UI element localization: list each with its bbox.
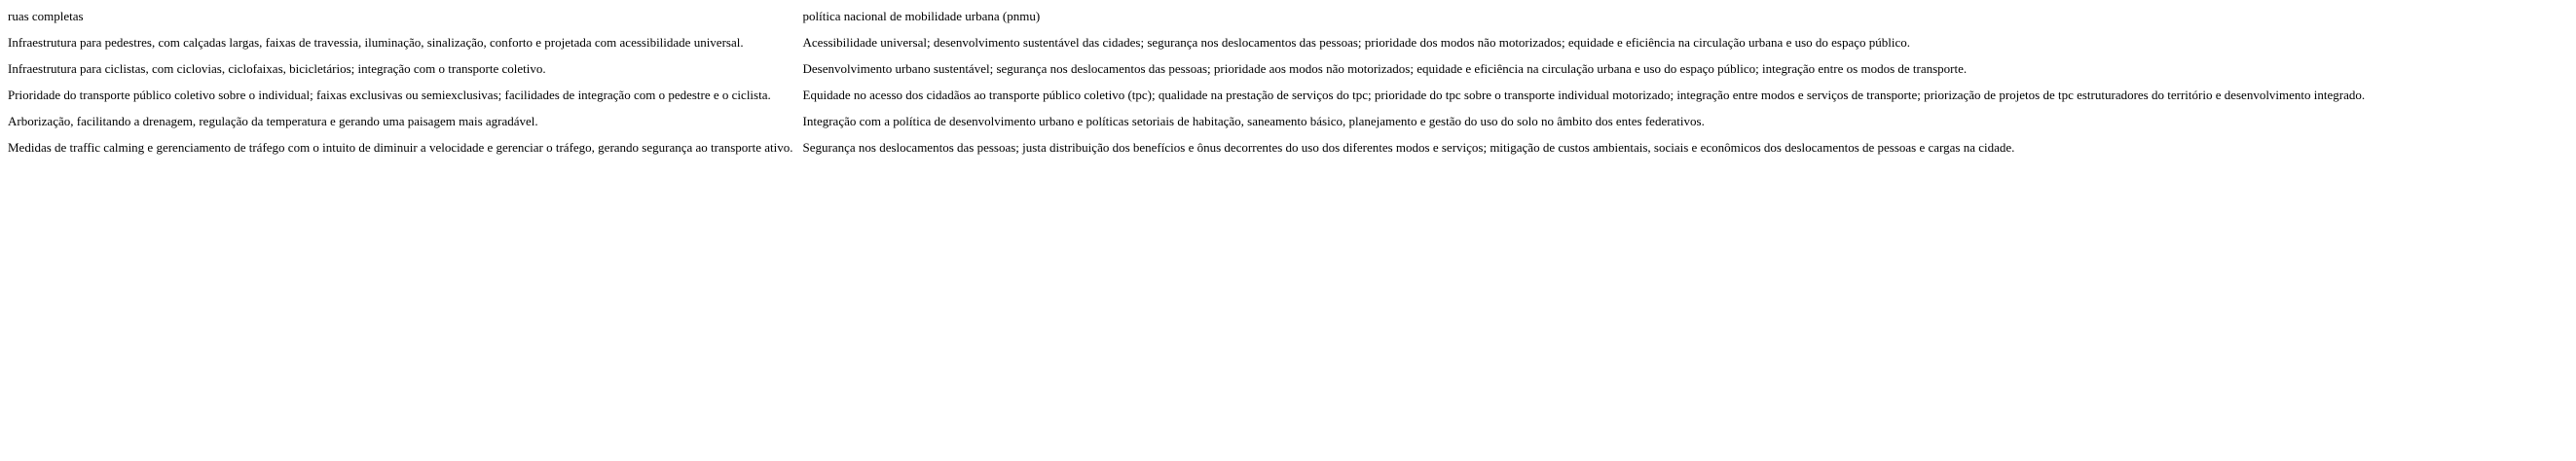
table-row xyxy=(6,114,2367,140)
table-cell-ruas-completas: Arborização, facilitando a drenagem, regulação da temperatura e gerando uma paisagem mais agradável. xyxy=(8,114,538,128)
table-cell-ruas-completas: Medidas de traffic calming e gerenciamento de tráfego com o intuito de diminuir a velocidade e gerenciar o tráfego, gerando segurança ao transporte ativo. xyxy=(8,140,793,155)
column-header-pnmu: política nacional de mobilidade urbana (pnmu) xyxy=(802,9,1041,23)
table-row xyxy=(6,88,2367,114)
table-row xyxy=(6,61,2367,88)
table-cell-pnmu: Equidade no acesso dos cidadãos ao transporte público coletivo (tpc); qualidade na prestação de serviços do tpc; prioridade do tpc sobre o transporte individual motorizado; integração entre modos e serviços de transporte; priorização de projetos de tpc estruturadores do território e desenvolvimento integrado. xyxy=(802,88,2366,102)
table-cell-ruas-completas: Infraestrutura para pedestres, com calçadas largas, faixas de travessia, iluminação, sinalização, conforto e projetada com acessibilidade universal. xyxy=(8,35,744,50)
table-cell-pnmu: Acessibilidade universal; desenvolvimento sustentável das cidades; segurança nos deslocamentos das pessoas; prioridade dos modos não motorizados; equidade e eficiência na circulação urbana e uso do espaço público. xyxy=(802,35,1911,50)
table-cell-pnmu: Segurança nos deslocamentos das pessoas; justa distribuição dos benefícios e ônus decorrentes do uso dos diferentes modos e serviços; mitigação de custos ambientais, sociais e econômicos dos deslocamentos de pessoas e cargas na cidade. xyxy=(802,140,2015,155)
header-row xyxy=(6,9,2367,35)
table-cell-ruas-completas: Prioridade do transporte público coletivo sobre o individual; faixas exclusivas ou semiexclusivas; facilidades de integração com o pedestre e o ciclista. xyxy=(8,88,771,102)
document-page xyxy=(0,0,2576,166)
table-row xyxy=(6,35,2367,61)
table-cell-pnmu: Integração com a política de desenvolvimento urbano e políticas setoriais de habitação, saneamento básico, planejamento e gestão do uso do solo no âmbito dos entes federativos. xyxy=(802,114,1705,128)
column-header-ruas-completas: ruas completas xyxy=(8,9,84,23)
table-row xyxy=(6,140,2367,166)
comparison-table xyxy=(2,9,2371,166)
table-body xyxy=(6,35,2367,166)
table-cell-pnmu: Desenvolvimento urbano sustentável; segurança nos deslocamentos das pessoas; prioridade aos modos não motorizados; equidade e eficiência na circulação urbana e uso do espaço público; integração entre os modos de transporte. xyxy=(802,61,1968,76)
table-cell-ruas-completas: Infraestrutura para ciclistas, com ciclovias, ciclofaixas, bicicletários; integração com o transporte coletivo. xyxy=(8,61,546,76)
table-header xyxy=(6,9,2367,35)
